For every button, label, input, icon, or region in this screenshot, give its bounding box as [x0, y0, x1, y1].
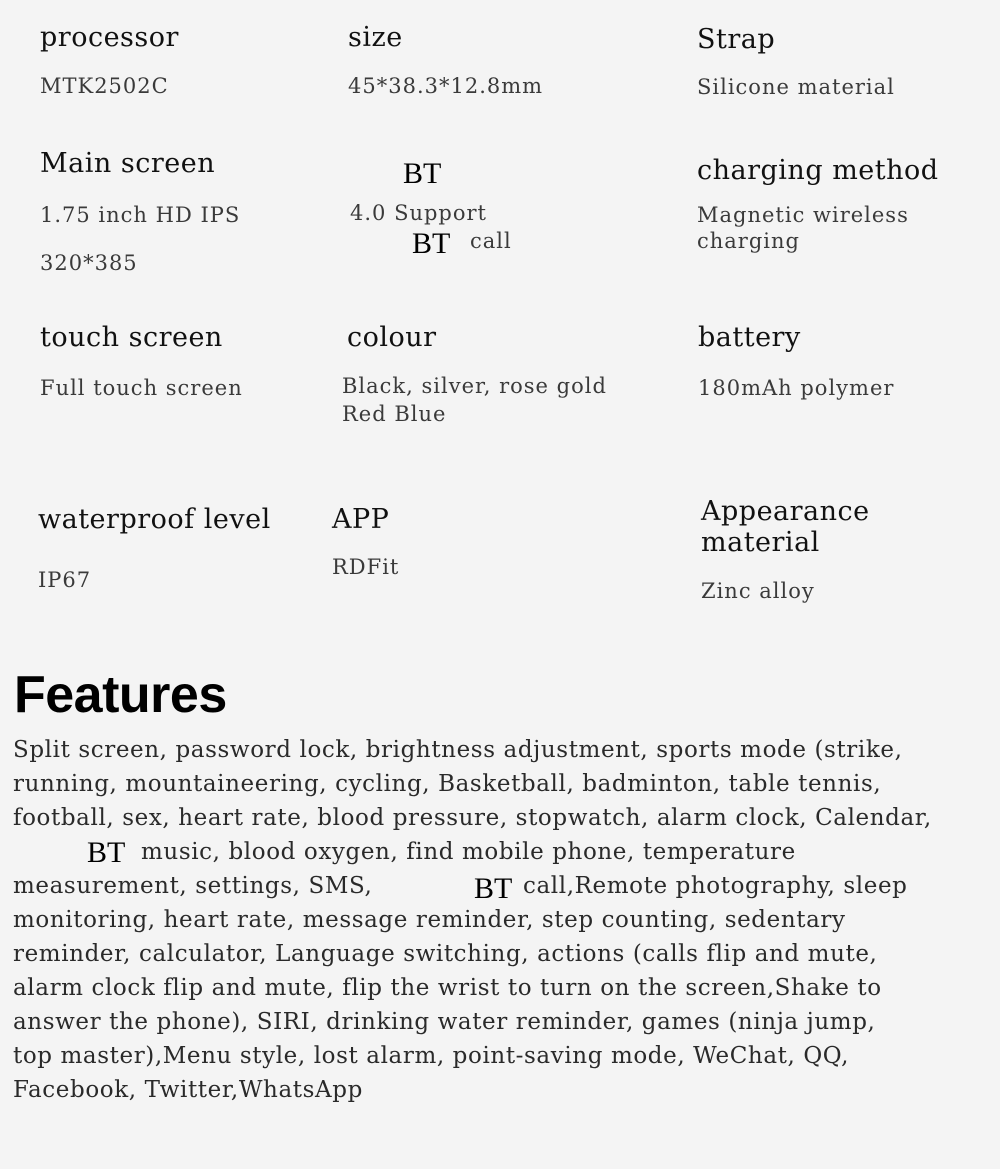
spec-colour: [342, 322, 607, 427]
feature-line: top master),Menu style, lost alarm, point-saving mode, WeChat, QQ,: [13, 1043, 849, 1069]
feature-line: football, sex, heart rate, blood pressure, stopwatch, alarm clock, Calendar,: [13, 805, 932, 831]
spec-title: battery: [698, 322, 801, 353]
spec-title: charging method: [697, 155, 939, 186]
spec-title: APP: [332, 504, 390, 535]
spec-size: [348, 22, 543, 99]
spec-value: 45*38.3*12.8mm: [348, 74, 544, 98]
spec-title: colour: [347, 322, 437, 353]
spec-bt-value: 4.0 Support: [350, 201, 487, 225]
spec-title: material: [701, 527, 820, 558]
spec-value: charging: [697, 229, 800, 253]
spec-touch-screen: [40, 322, 243, 401]
spec-value: Black, silver, rose gold: [342, 374, 607, 398]
spec-title: processor: [40, 22, 179, 53]
feature-line: Split screen, password lock, brightness adjustment, sports mode (strike,: [13, 737, 903, 763]
feature-bt-label: BT: [87, 836, 126, 869]
spec-value: Magnetic wireless: [697, 203, 909, 227]
spec-title: touch screen: [40, 322, 223, 353]
spec-value: 1.75 inch HD IPS: [40, 203, 241, 227]
features-heading: Features: [14, 666, 227, 724]
feature-line: answer the phone), SIRI, drinking water reminder, games (ninja jump,: [13, 1009, 876, 1035]
spec-appearance-material: [701, 496, 870, 604]
spec-title: Appearance: [701, 496, 870, 527]
spec-app: [332, 504, 399, 580]
feature-line: running, mountaineering, cycling, Basketball, badminton, table tennis,: [13, 771, 882, 797]
spec-bt-title: BT: [403, 157, 442, 190]
spec-value: Silicone material: [697, 75, 895, 99]
spec-bt-call: call: [470, 229, 512, 253]
spec-title: size: [348, 22, 403, 53]
spec-value: MTK2502C: [40, 74, 169, 98]
feature-line: alarm clock flip and mute, flip the wrist to turn on the screen,Shake to: [13, 975, 882, 1001]
spec-strap: [697, 24, 895, 100]
spec-value: Zinc alloy: [701, 579, 815, 603]
spec-waterproof-level: [38, 504, 271, 593]
spec-title: Strap: [697, 24, 776, 55]
feature-line: monitoring, heart rate, message reminder, step counting, sedentary: [13, 907, 846, 933]
spec-value: RDFit: [332, 555, 400, 579]
spec-battery: [698, 322, 894, 401]
spec-processor: [40, 22, 179, 99]
spec-main-screen: [40, 148, 240, 276]
feature-line: music, blood oxygen, find mobile phone, temperature: [141, 839, 796, 865]
spec-value: 320*385: [40, 251, 138, 275]
feature-line: call,Remote photography, sleep: [523, 873, 908, 899]
spec-title: waterproof level: [38, 504, 271, 535]
spec-title: Main screen: [40, 148, 216, 179]
feature-line: Facebook, Twitter,WhatsApp: [13, 1077, 363, 1103]
spec-value: Full touch screen: [40, 376, 243, 400]
spec-charging-method: [697, 155, 939, 254]
feature-line: reminder, calculator, Language switching, actions (calls flip and mute,: [13, 941, 878, 967]
spec-bt-call-prefix: BT: [412, 227, 451, 260]
spec-value: Red Blue: [342, 402, 447, 426]
feature-bt-label: BT: [474, 872, 513, 905]
spec-value: 180mAh polymer: [698, 376, 895, 400]
feature-line: measurement, settings, SMS,: [13, 873, 373, 899]
spec-value: IP67: [38, 568, 92, 592]
